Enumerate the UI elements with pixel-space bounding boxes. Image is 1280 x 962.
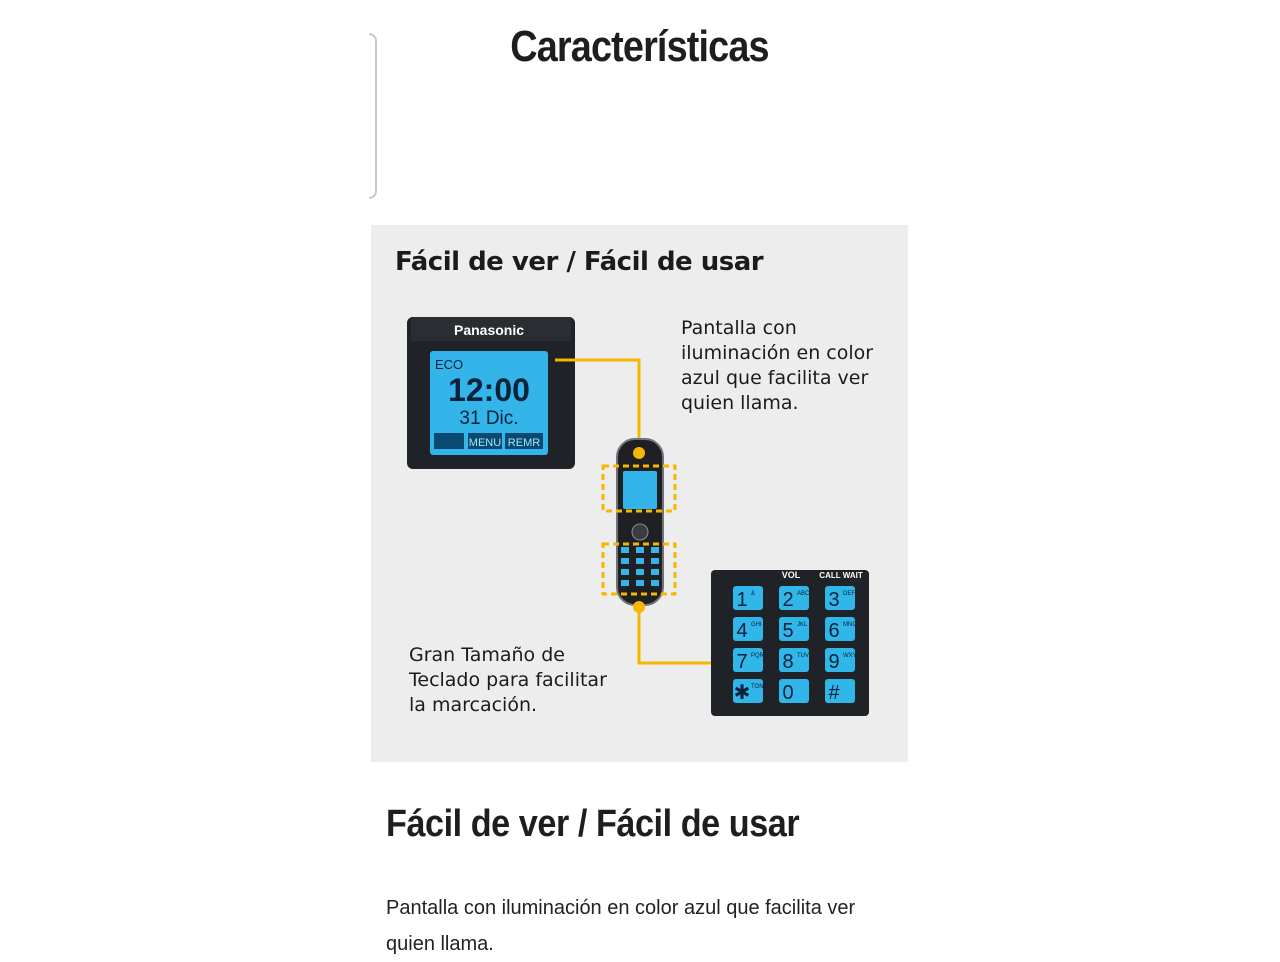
callout-line: Pantalla con <box>681 317 797 339</box>
keypad-key-letters: TONE <box>751 684 768 690</box>
keypad-key-digit: 6 <box>828 620 840 642</box>
keypad-key-letters: DEF <box>843 591 855 597</box>
phone-small <box>603 439 675 613</box>
keypad-key-digit: 8 <box>782 651 794 673</box>
keypad-key-letters: ABC <box>797 591 810 597</box>
keypad-label-callwait: CALL WAIT <box>819 571 863 580</box>
side-bracket <box>369 33 377 199</box>
callout-line: la marcación. <box>409 694 538 716</box>
keypad-label-vol: VOL <box>781 570 801 580</box>
page-title: Características <box>510 22 769 71</box>
screen-date: 31 Dic. <box>459 408 519 429</box>
keypad-key-letters: & <box>751 591 756 597</box>
callout-line: iluminación en color <box>681 342 874 364</box>
callout-line: Teclado para facilitar <box>409 669 607 691</box>
section-body: Pantalla con iluminación en color azul que facilita ver quien llama. <box>386 897 856 955</box>
screen-closeup <box>407 317 575 469</box>
keypad-key-digit: 5 <box>782 620 794 642</box>
phonebook-icon <box>434 433 464 449</box>
keypad-key-letters: PQRS <box>751 653 769 659</box>
screen-status: ECO <box>435 357 464 372</box>
keypad-closeup <box>711 570 869 716</box>
callout-screen <box>681 316 901 416</box>
keypad-key-letters: JKL <box>797 622 808 628</box>
section-heading: Fácil de ver / Fácil de usar <box>386 803 800 845</box>
keypad-key-digit: 7 <box>736 651 748 673</box>
keypad-key-digit: 0 <box>782 682 794 704</box>
keypad-key-letters: MNO <box>843 622 857 628</box>
callout-line: quien llama. <box>681 392 799 414</box>
keypad-key-digit: 1 <box>736 589 748 611</box>
brand-label: Panasonic <box>453 322 525 338</box>
keypad-key-digit: ✱ <box>733 682 751 704</box>
keypad-key-digit: 4 <box>736 620 748 642</box>
feature-image <box>371 225 908 762</box>
keypad-key-digit: 2 <box>782 589 794 611</box>
softkey-menu: MENU <box>468 437 502 449</box>
feature-image-title: Fácil de ver / Fácil de usar <box>395 247 764 277</box>
connector-keypad <box>639 609 719 663</box>
keypad-key-digit: 9 <box>828 651 840 673</box>
keypad-key-letters: WXYZ <box>843 653 861 659</box>
screen-time: 12:00 <box>448 372 530 408</box>
keypad-key-digit: 3 <box>828 589 840 611</box>
callout-keypad <box>409 643 639 718</box>
keypad-key-letters: TUV <box>797 653 809 659</box>
callout-line: Gran Tamaño de <box>409 644 565 666</box>
callout-line: azul que facilita ver <box>681 367 869 389</box>
softkey-remr: REMR <box>507 437 541 449</box>
keypad-key-letters: GHI <box>751 622 762 628</box>
keypad-key-digit: # <box>828 682 840 704</box>
